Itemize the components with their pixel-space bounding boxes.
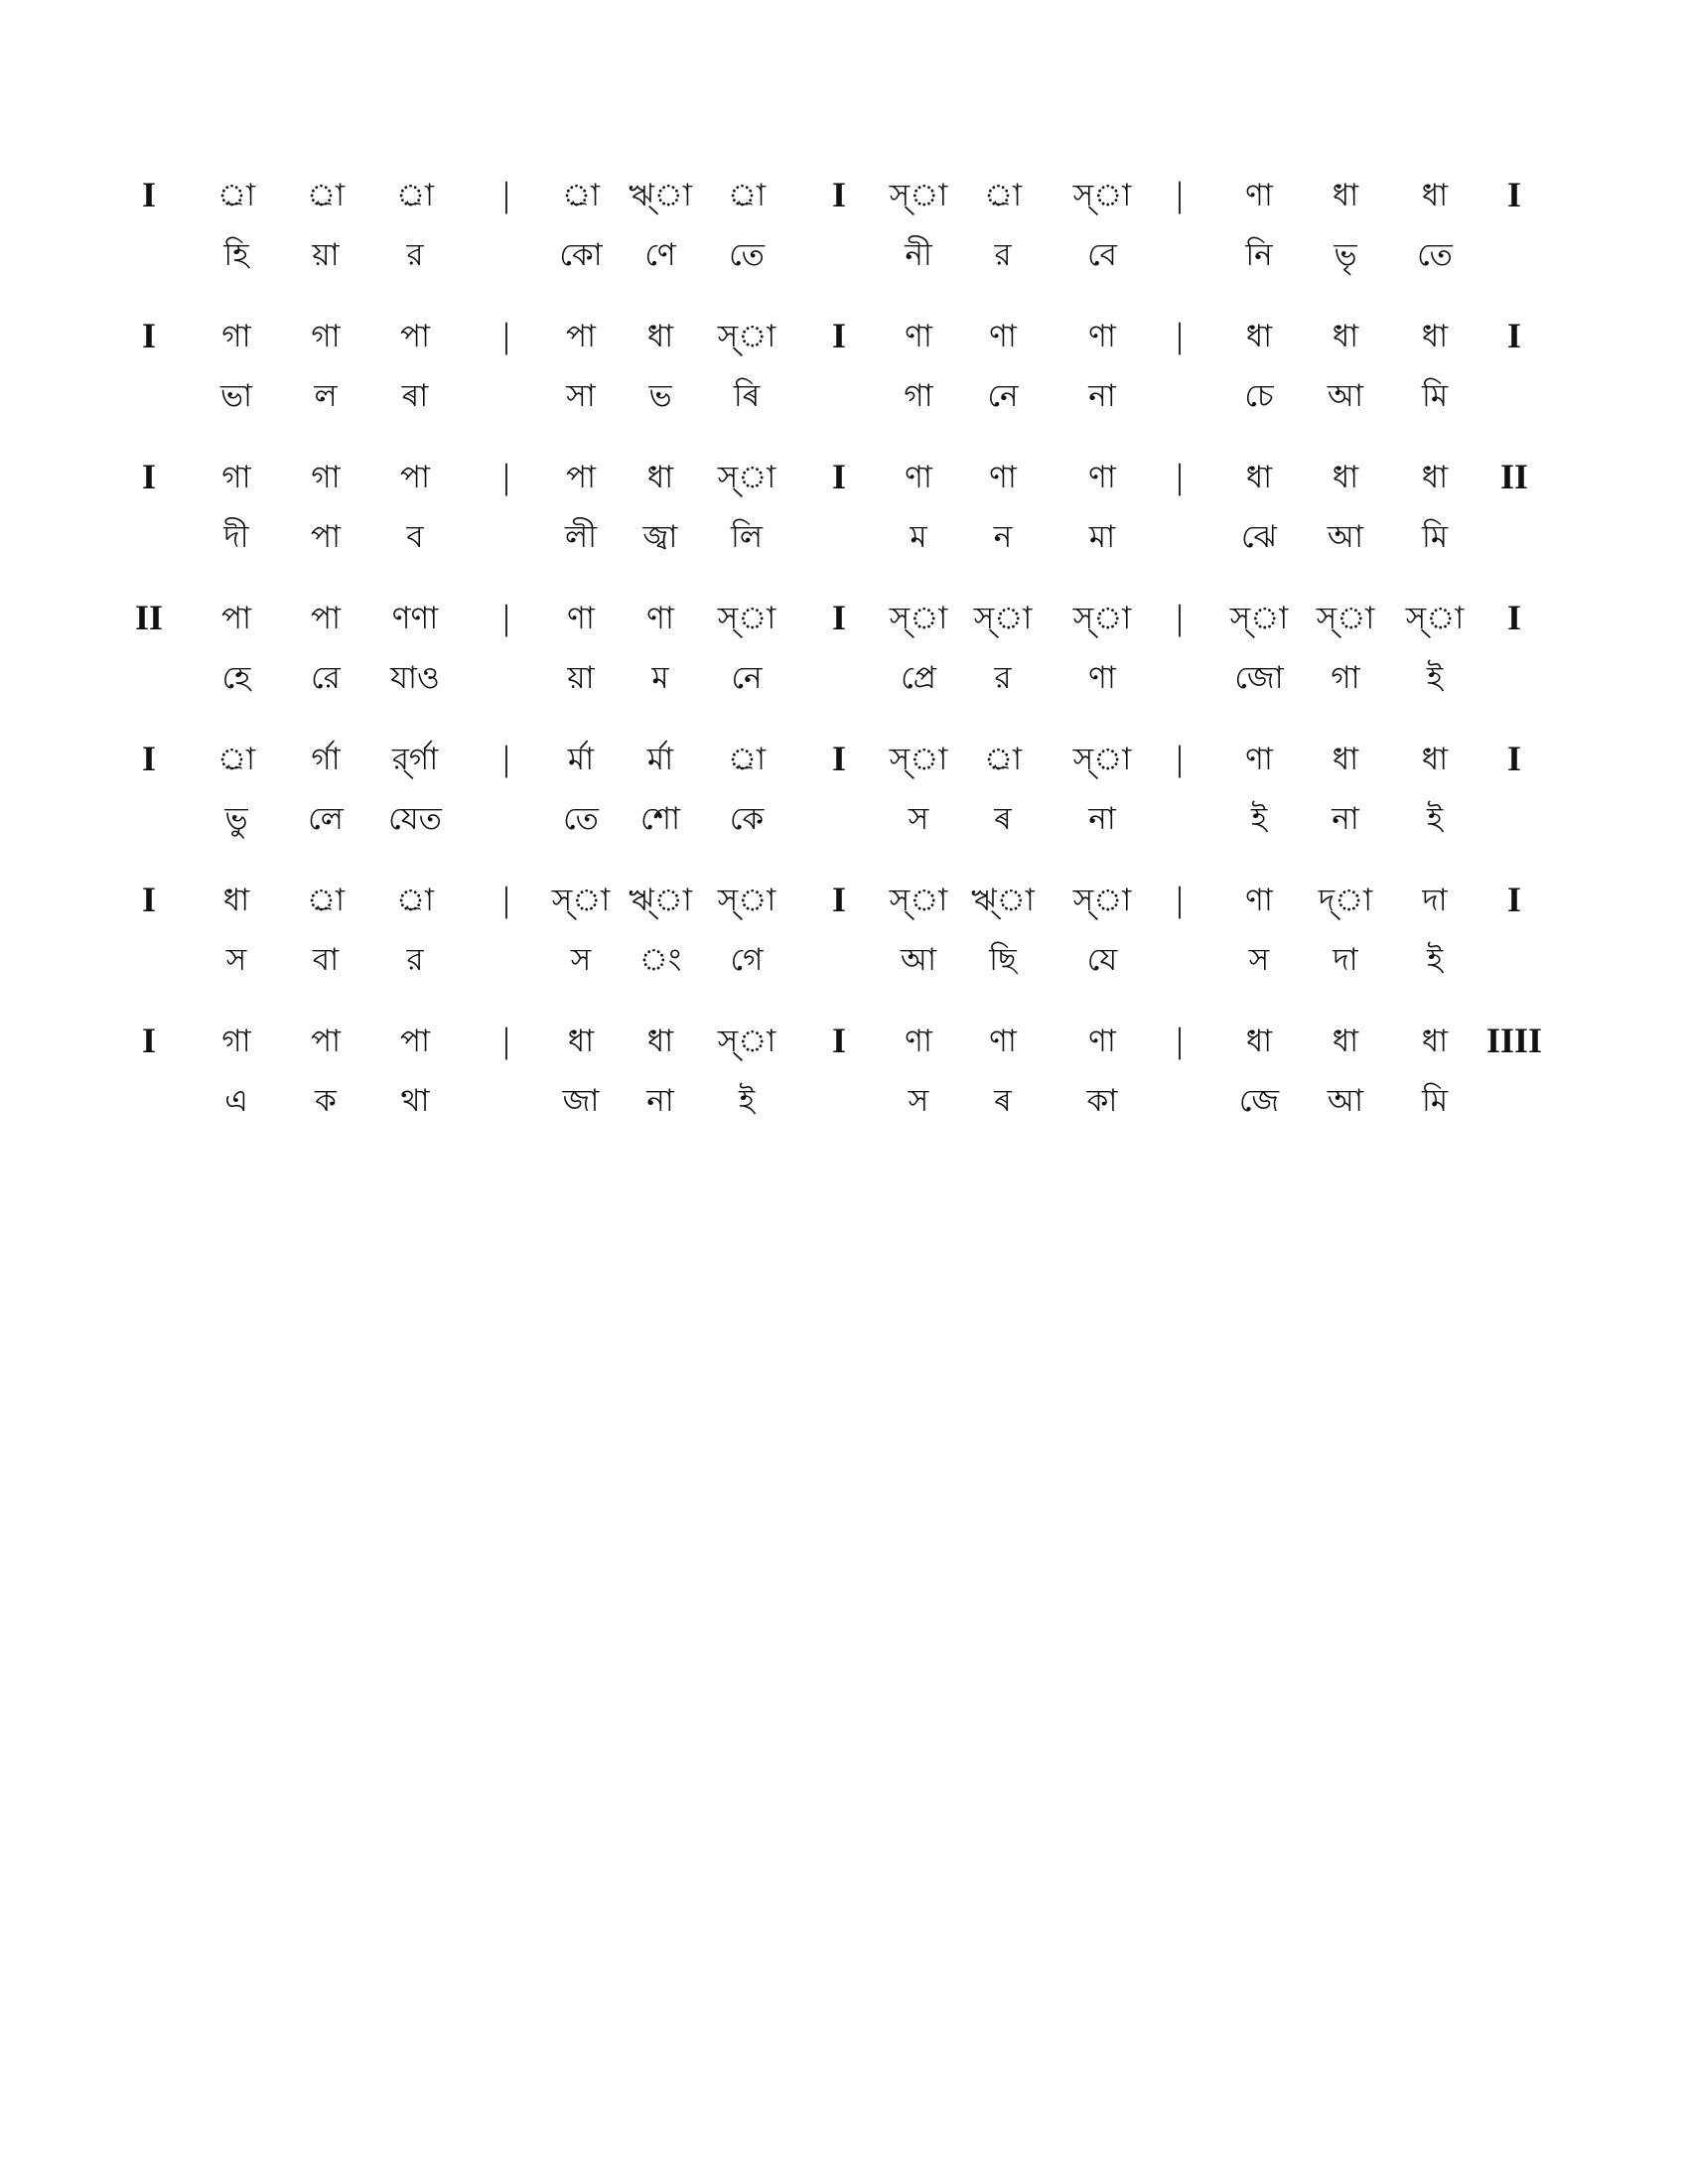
- lyric-syllable: ই: [1250, 801, 1268, 837]
- lyric-syllable: মি: [1421, 378, 1449, 414]
- swara-note: স্া: [1316, 601, 1375, 636]
- swara-note: পা: [310, 601, 342, 636]
- swara-note: পা: [220, 601, 252, 636]
- bar-line: |: [1176, 457, 1184, 496]
- lyric-syllable: ভু: [224, 801, 248, 837]
- bar-line: I: [141, 1021, 157, 1060]
- lyric-syllable: রে: [311, 660, 341, 696]
- swara-note: ণা: [905, 319, 932, 354]
- lyric-syllable: ৰি: [733, 378, 761, 414]
- bar-line: I: [1506, 880, 1522, 919]
- swara-note: ণা: [1088, 319, 1116, 354]
- lyric-syllable: ল: [314, 378, 338, 414]
- lyric-syllable: লে: [308, 801, 344, 837]
- bar-line: I: [1506, 598, 1522, 637]
- swara-note: র্া: [306, 883, 346, 918]
- lyric-syllable: মি: [1421, 519, 1449, 555]
- swara-note: স্া: [889, 601, 948, 636]
- bar-line: |: [502, 175, 510, 214]
- swara-note: ণা: [989, 460, 1017, 495]
- lyric-syllable: ই: [1426, 660, 1444, 696]
- lyric-syllable: না: [1088, 378, 1116, 414]
- swara-note: স্া: [1072, 883, 1132, 918]
- lyric-syllable: আ: [900, 942, 937, 978]
- swara-note: গা: [311, 319, 341, 354]
- lyric-syllable: ৰ: [994, 1083, 1012, 1119]
- lyric-syllable: ই: [738, 1083, 756, 1119]
- swara-note: র্মা: [567, 742, 595, 777]
- swara-note: দা: [1422, 883, 1448, 918]
- swara-note: গা: [221, 319, 251, 354]
- bar-line: I: [141, 880, 157, 919]
- swara-note: র্মা: [646, 742, 674, 777]
- lyric-syllable: ই: [1426, 942, 1444, 978]
- swara-note: স্া: [717, 601, 776, 636]
- swara-note: পা: [399, 1024, 431, 1059]
- bar-line: I: [831, 175, 847, 214]
- lyric-syllable: তে: [563, 801, 599, 837]
- swara-note: ধা: [567, 1024, 595, 1059]
- lyric-syllable: নে: [731, 660, 763, 696]
- swara-note: ণা: [1245, 883, 1273, 918]
- swara-note: গা: [221, 460, 251, 495]
- lyric-syllable: গে: [730, 942, 764, 978]
- lyric-syllable: জ্বা: [642, 519, 678, 555]
- bar-line: II: [134, 598, 164, 637]
- lyric-syllable: স: [570, 942, 592, 978]
- swara-note: ধা: [1245, 1024, 1273, 1059]
- swara-note: ঋ্া: [629, 883, 692, 918]
- swara-note: স্া: [551, 883, 611, 918]
- lyric-syllable: হি: [223, 237, 249, 273]
- lyric-syllable: পা: [310, 519, 342, 555]
- bar-line: |: [1176, 739, 1184, 778]
- lyric-syllable: ই: [1426, 801, 1444, 837]
- lyric-syllable: তে: [1417, 237, 1453, 273]
- bar-line: |: [1176, 1021, 1184, 1060]
- lyric-syllable: বা: [312, 942, 340, 978]
- lyric-syllable: র: [994, 660, 1012, 696]
- lyric-syllable: ম: [651, 660, 669, 696]
- lyric-syllable: লি: [731, 519, 763, 555]
- lyric-syllable: জো: [1234, 660, 1284, 696]
- lyric-syllable: শো: [640, 801, 680, 837]
- swara-note: ধা: [646, 319, 674, 354]
- bar-line: I: [141, 739, 157, 778]
- bar-line: I: [141, 457, 157, 496]
- lyric-syllable: ভ: [648, 378, 672, 414]
- swara-note: স্া: [717, 883, 776, 918]
- bar-line: I: [831, 598, 847, 637]
- lyric-syllable: কা: [1086, 1083, 1118, 1119]
- swara-note: ণা: [989, 319, 1017, 354]
- lyric-syllable: মা: [1088, 519, 1116, 555]
- swara-note: ধা: [1421, 319, 1449, 354]
- swara-note: র্া: [561, 178, 601, 213]
- swara-note: স্া: [1072, 178, 1132, 213]
- lyric-syllable: হে: [221, 660, 251, 696]
- bar-line: I: [831, 316, 847, 355]
- swara-note: ণা: [1245, 742, 1273, 777]
- lyric-syllable: স: [908, 801, 929, 837]
- swara-note: ধা: [1421, 460, 1449, 495]
- swara-note: র্া: [727, 178, 767, 213]
- swara-note: ণা: [905, 1024, 932, 1059]
- lyric-syllable: ঝে: [1240, 519, 1278, 555]
- swara-note: স্া: [889, 178, 948, 213]
- lyric-syllable: গা: [1331, 660, 1360, 696]
- swara-note: পা: [565, 319, 597, 354]
- swara-note: পা: [565, 460, 597, 495]
- lyric-syllable: না: [1332, 801, 1359, 837]
- swara-note: স্া: [717, 460, 776, 495]
- lyric-syllable: র: [994, 237, 1012, 273]
- bar-line: I: [831, 880, 847, 919]
- lyric-syllable: ৰা: [401, 378, 429, 414]
- swara-note: ধা: [1332, 460, 1359, 495]
- bar-line: I: [831, 457, 847, 496]
- bar-line: |: [502, 739, 510, 778]
- lyric-syllable: কে: [729, 801, 765, 837]
- swara-note: র্া: [216, 178, 256, 213]
- bar-line: |: [502, 1021, 510, 1060]
- swara-note: ধা: [646, 1024, 674, 1059]
- lyric-syllable: এ: [224, 1083, 248, 1119]
- lyric-syllable: য়া: [567, 660, 595, 696]
- lyric-syllable: র: [406, 237, 424, 273]
- lyric-syllable: ম: [910, 519, 927, 555]
- swara-note: স্া: [717, 1024, 776, 1059]
- swara-note: স্া: [973, 601, 1033, 636]
- swara-note: ণা: [1088, 1024, 1116, 1059]
- lyric-syllable: লী: [565, 519, 597, 555]
- lyric-syllable: ৰ: [994, 801, 1012, 837]
- lyric-syllable: ব: [406, 519, 424, 555]
- swara-note: ধা: [1332, 742, 1359, 777]
- bar-line: IIII: [1485, 1021, 1543, 1060]
- lyric-syllable: যে: [1086, 942, 1118, 978]
- lyric-syllable: থা: [400, 1083, 430, 1119]
- lyric-syllable: জে: [1238, 1083, 1280, 1119]
- lyric-syllable: ভা: [219, 378, 253, 414]
- lyric-syllable: বে: [1087, 237, 1117, 273]
- lyric-syllable: আ: [1327, 1083, 1364, 1119]
- lyric-syllable: ণে: [644, 237, 676, 273]
- swara-note: স্া: [889, 742, 948, 777]
- swara-note: র্া: [727, 742, 767, 777]
- lyric-syllable: গা: [904, 378, 933, 414]
- lyric-syllable: র: [406, 942, 424, 978]
- swara-note: র্া: [306, 178, 346, 213]
- swara-note: ধা: [1245, 319, 1273, 354]
- lyric-syllable: প্রে: [901, 660, 936, 696]
- swara-note: স্া: [889, 883, 948, 918]
- bar-line: I: [831, 739, 847, 778]
- lyric-syllable: ক: [315, 1083, 337, 1119]
- swara-note: ধা: [1332, 319, 1359, 354]
- lyric-syllable: স: [1248, 942, 1270, 978]
- swara-note: ধা: [1421, 742, 1449, 777]
- swara-note: ণা: [646, 601, 674, 636]
- lyric-syllable: আ: [1327, 378, 1364, 414]
- swara-note: ধা: [1421, 178, 1449, 213]
- bar-line: |: [1176, 175, 1184, 214]
- swara-note: ঋ্া: [971, 883, 1035, 918]
- swara-note: ধা: [222, 883, 250, 918]
- bar-line: I: [1506, 175, 1522, 214]
- bar-line: I: [1506, 739, 1522, 778]
- lyric-syllable: জা: [562, 1083, 600, 1119]
- swara-note: গা: [311, 460, 341, 495]
- swara-note: ধা: [1332, 178, 1359, 213]
- lyric-syllable: দী: [223, 519, 249, 555]
- swara-note: র্গা: [311, 742, 341, 777]
- swara-note: স্া: [1405, 601, 1465, 636]
- swara-note: ধা: [1421, 1024, 1449, 1059]
- swara-note: স্া: [1072, 601, 1132, 636]
- lyric-syllable: ণা: [1088, 660, 1116, 696]
- swara-note: ণা: [567, 601, 595, 636]
- bar-line: I: [141, 316, 157, 355]
- swara-note: ধা: [646, 460, 674, 495]
- swara-note: ঋ্া: [629, 178, 692, 213]
- lyric-syllable: চে: [1244, 378, 1274, 414]
- swara-note: র্র্গা: [391, 742, 439, 777]
- lyric-syllable: স: [225, 942, 247, 978]
- lyric-syllable: স: [908, 1083, 929, 1119]
- swara-note: ধা: [1332, 1024, 1359, 1059]
- bar-line: |: [1176, 598, 1184, 637]
- bar-line: |: [502, 457, 510, 496]
- bar-line: II: [1499, 457, 1529, 496]
- lyric-syllable: না: [1088, 801, 1116, 837]
- swara-note: র্া: [983, 742, 1023, 777]
- lyric-syllable: যাও: [390, 660, 440, 696]
- swara-note: র্া: [216, 742, 256, 777]
- swara-note: র্া: [395, 178, 435, 213]
- bar-line: I: [141, 175, 157, 214]
- bar-line: |: [502, 316, 510, 355]
- swara-note: পা: [310, 1024, 342, 1059]
- lyric-syllable: ভৃ: [1334, 237, 1357, 273]
- lyric-syllable: তে: [729, 237, 765, 273]
- lyric-syllable: আ: [1327, 519, 1364, 555]
- swara-note: ণা: [905, 460, 932, 495]
- swara-note: র্া: [395, 883, 435, 918]
- swara-note: দ্া: [1318, 883, 1373, 918]
- lyric-syllable: না: [646, 1083, 674, 1119]
- swara-note: ণা: [1245, 178, 1273, 213]
- bar-line: |: [1176, 880, 1184, 919]
- swara-note: স্া: [1229, 601, 1289, 636]
- lyric-syllable: দা: [1333, 942, 1358, 978]
- swara-note: পা: [399, 319, 431, 354]
- swara-note: স্া: [717, 319, 776, 354]
- bar-line: I: [831, 1021, 847, 1060]
- bar-line: |: [502, 880, 510, 919]
- lyric-syllable: নী: [905, 237, 932, 273]
- swara-note: র্া: [983, 178, 1023, 213]
- swara-note: ণণা: [391, 601, 439, 636]
- bar-line: I: [1506, 316, 1522, 355]
- lyric-syllable: ন: [993, 519, 1013, 555]
- swara-note: ণা: [989, 1024, 1017, 1059]
- swara-note: পা: [399, 460, 431, 495]
- lyric-syllable: যেত: [388, 801, 442, 837]
- swara-note: ণা: [1088, 460, 1116, 495]
- bar-line: |: [502, 598, 510, 637]
- lyric-syllable: নে: [987, 378, 1019, 414]
- lyric-syllable: নি: [1245, 237, 1273, 273]
- swara-note: ধা: [1245, 460, 1273, 495]
- swara-note: স্া: [1072, 742, 1132, 777]
- lyric-syllable: কো: [559, 237, 603, 273]
- bar-line: |: [1176, 316, 1184, 355]
- lyric-syllable: মি: [1421, 1083, 1449, 1119]
- lyric-syllable: সা: [566, 378, 596, 414]
- swara-note: গা: [221, 1024, 251, 1059]
- lyric-syllable: ং: [638, 942, 682, 978]
- lyric-syllable: য়া: [312, 237, 340, 273]
- lyric-syllable: ছি: [989, 942, 1017, 978]
